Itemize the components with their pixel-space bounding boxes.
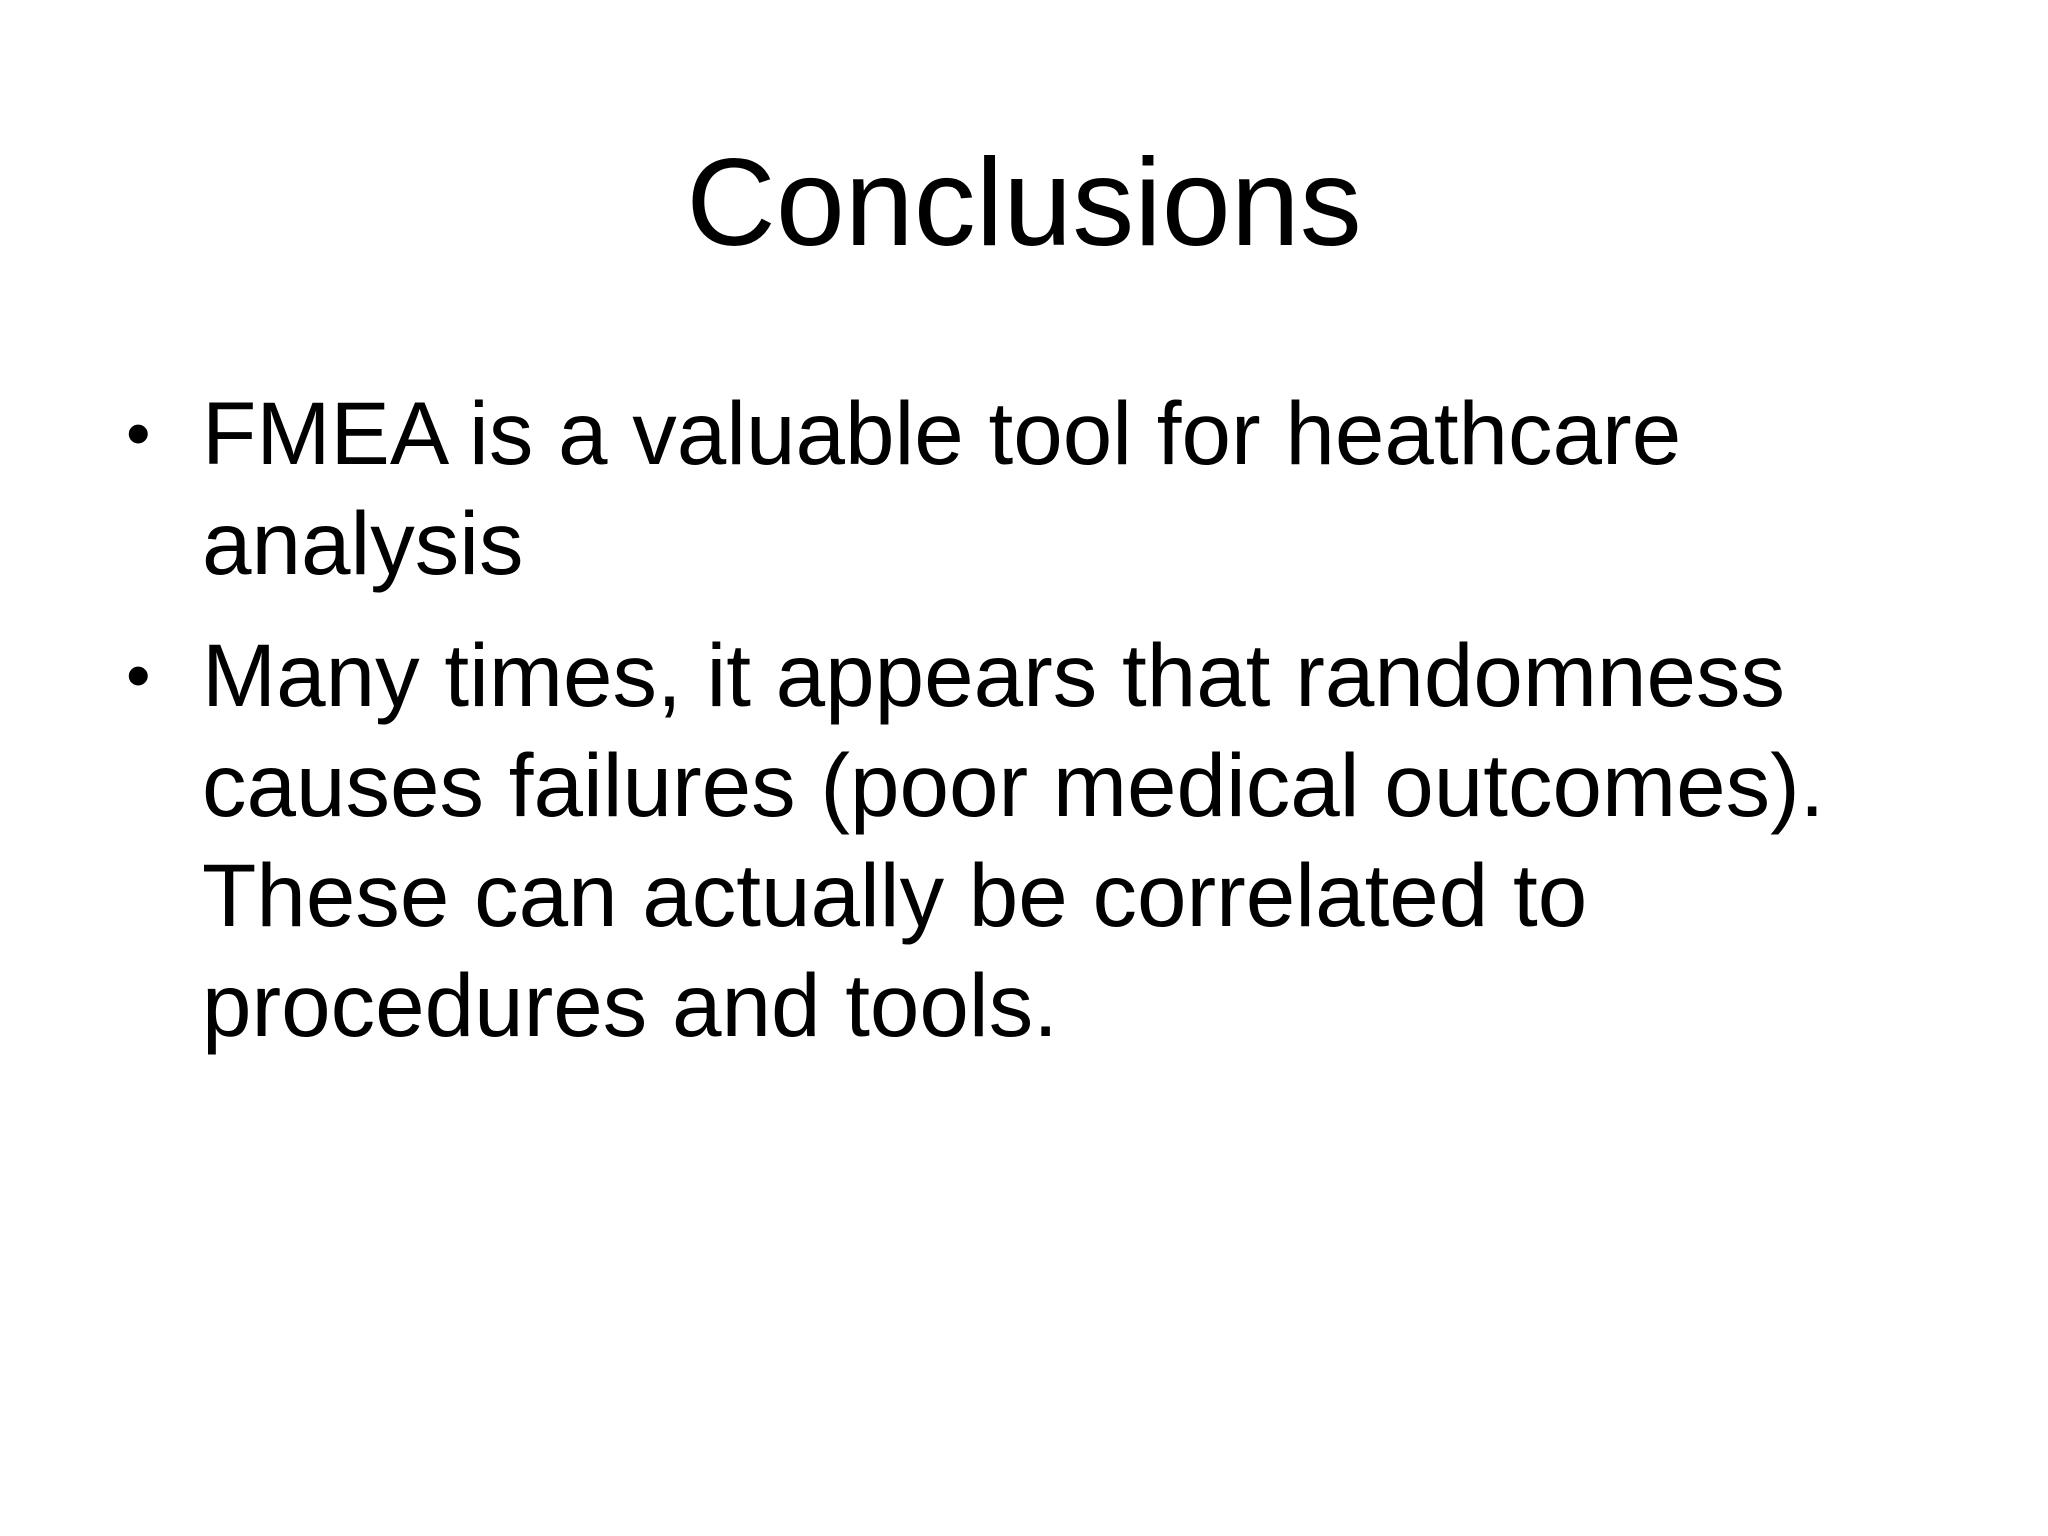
bullet-item-randomness [120,620,1980,1060]
bullet-line: analysis [202,493,524,593]
bullet-line: FMEA is a valuable tool for heathcare [202,383,1682,483]
bullet-list [120,378,1980,1082]
bullet-icon: • [126,394,151,472]
bullet-line: Many times, it appears that randomness [202,625,1785,725]
slide-title: Conclusions [686,134,1362,272]
bullet-icon: • [126,636,151,714]
bullet-line: causes failures (poor medical outcomes). [202,735,1825,835]
bullet-item-fmea [120,378,1980,598]
bullet-line: These can actually be correlated to [202,845,1588,945]
bullet-line: procedures and tools. [202,955,1058,1055]
